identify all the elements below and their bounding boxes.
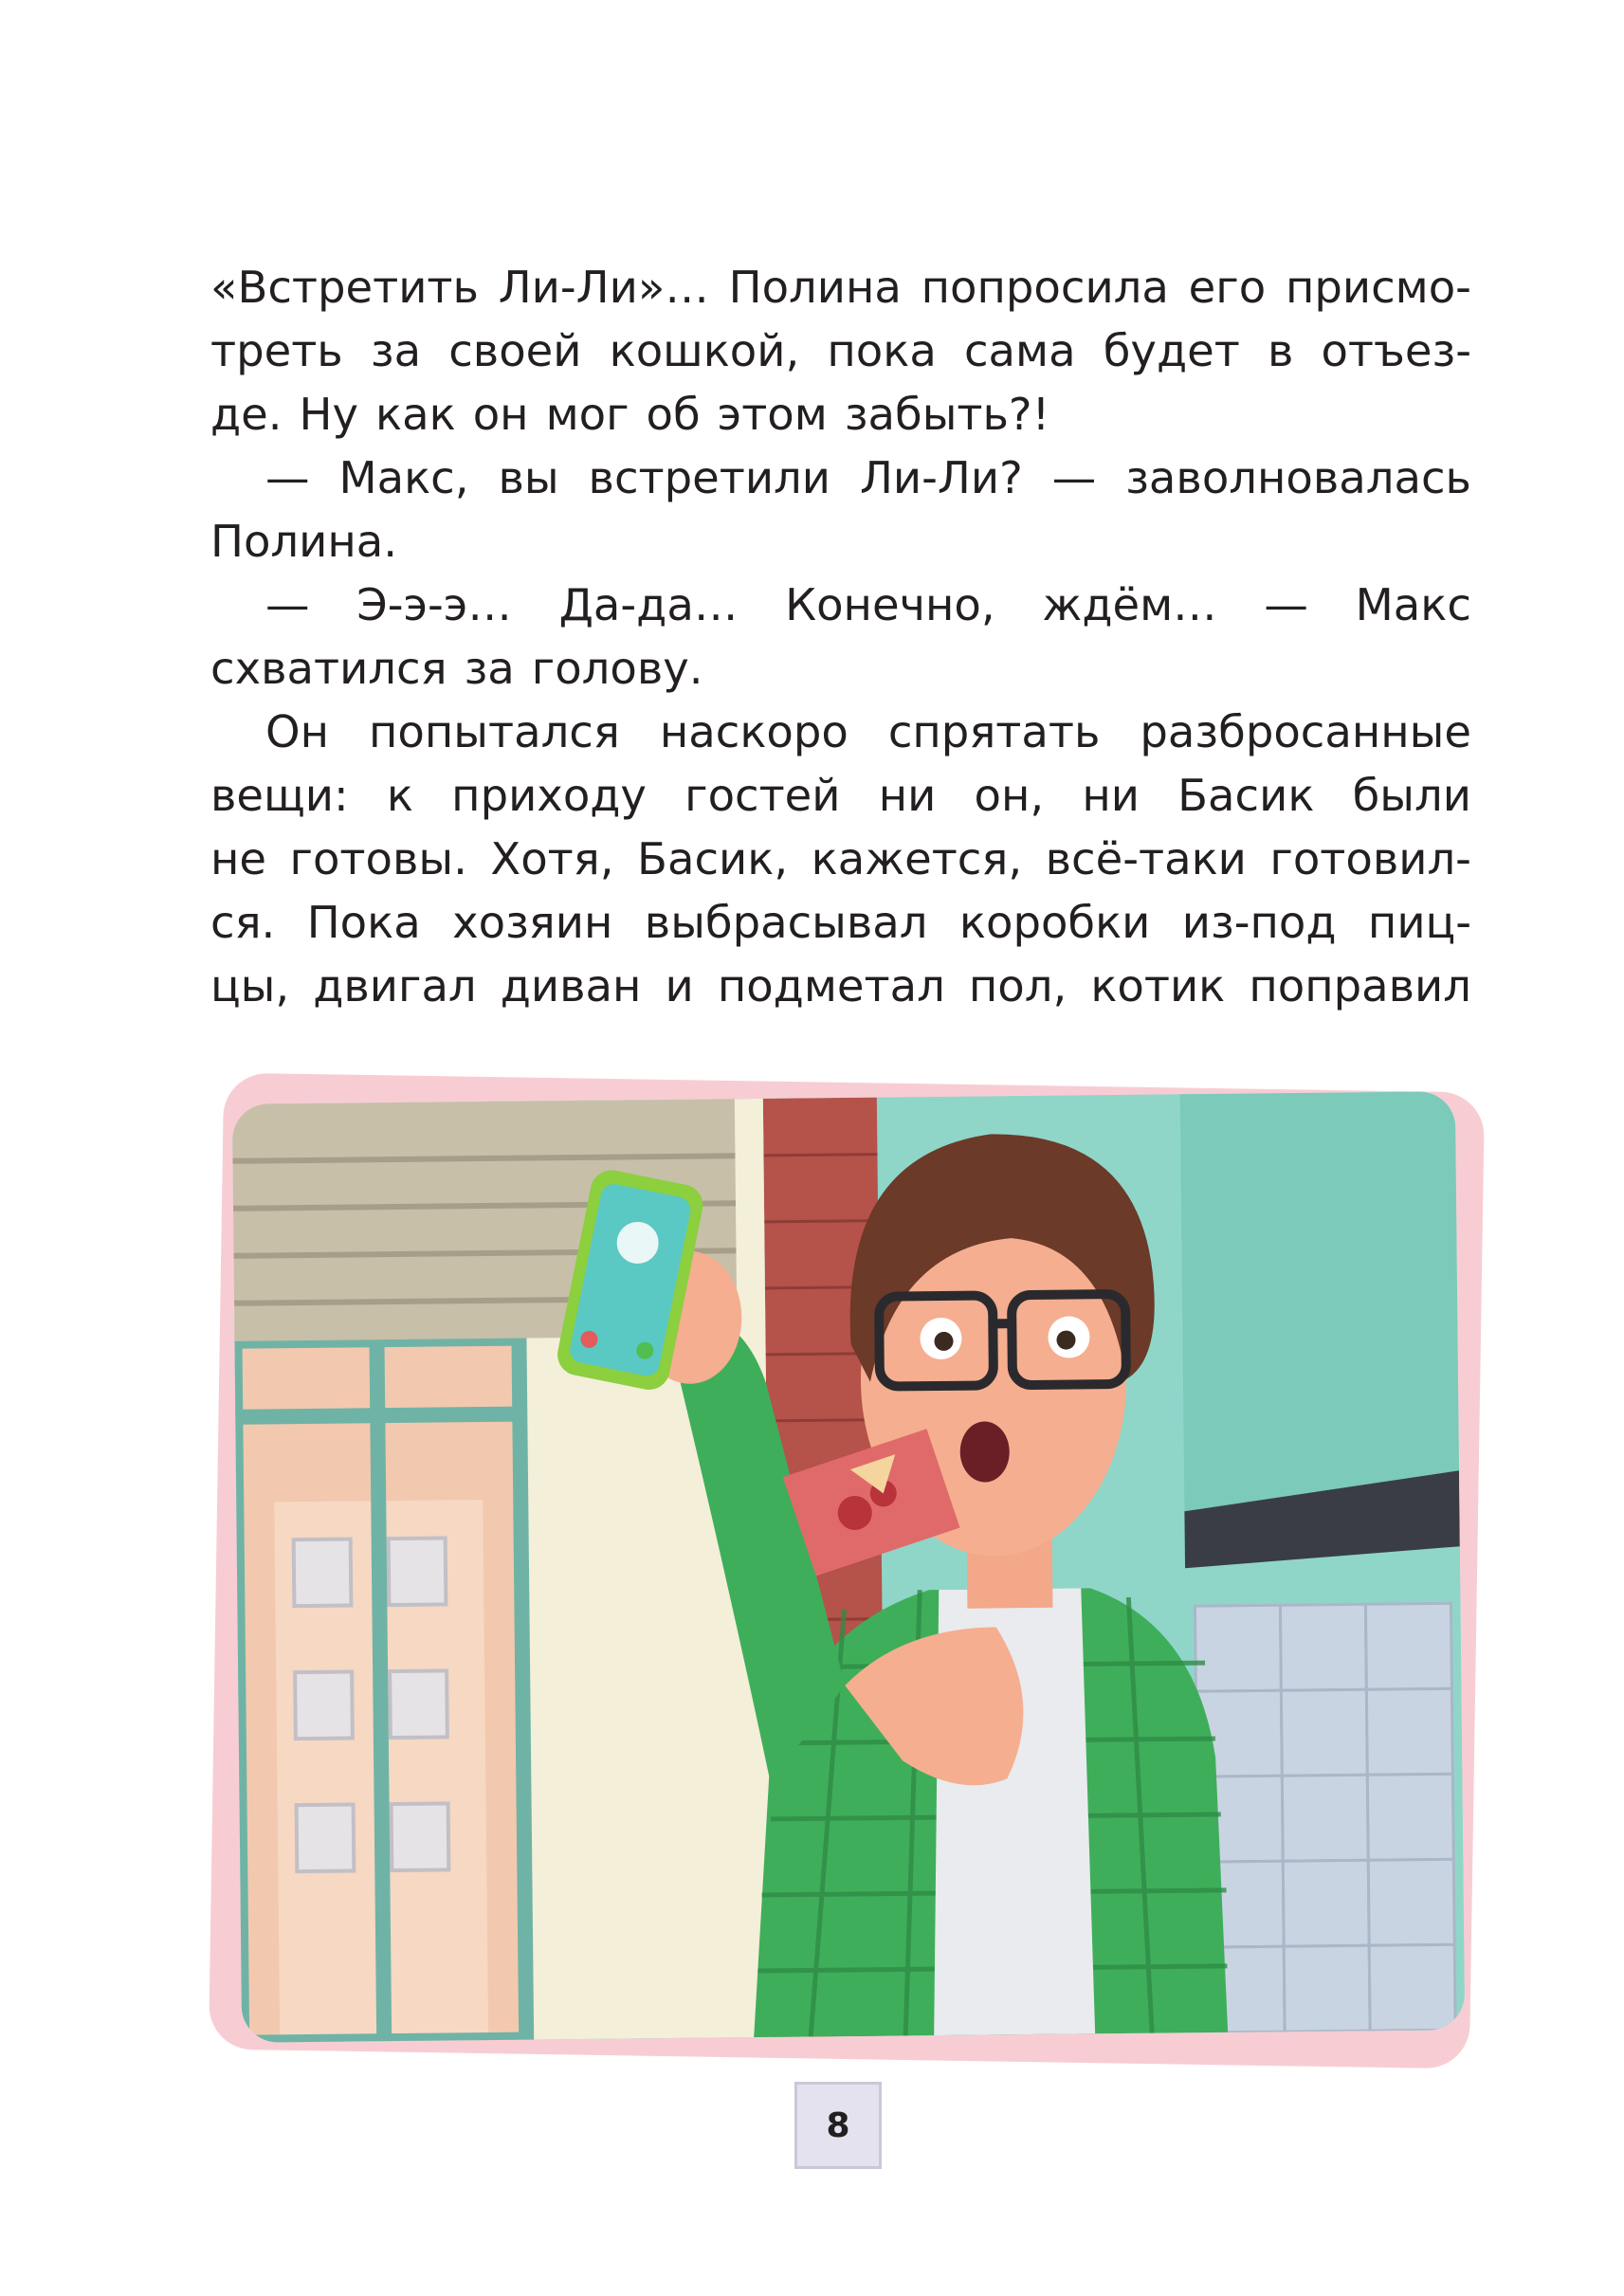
word: разбросанные: [1140, 706, 1471, 757]
word: Пока: [306, 897, 421, 948]
word: ни: [878, 770, 937, 821]
word: Он: [265, 706, 330, 757]
word: кошкой,: [609, 325, 800, 376]
word: всё-таки: [1045, 833, 1247, 884]
word: пол,: [968, 960, 1067, 1011]
word: Полина.: [210, 516, 398, 567]
word: Басик,: [637, 833, 789, 884]
word: —: [265, 579, 310, 630]
word: подметал: [717, 960, 945, 1011]
word: отъез-: [1321, 325, 1471, 376]
word: в: [1267, 325, 1294, 376]
word: голову.: [531, 643, 703, 694]
text-line-7: [210, 637, 1471, 701]
word: треть: [210, 325, 343, 376]
word: заволновалась: [1125, 452, 1471, 503]
word: де.: [210, 389, 283, 440]
word: об: [646, 389, 701, 440]
word: из-под: [1181, 897, 1337, 948]
word: Ну: [299, 389, 359, 440]
kitchen-tiles: [1195, 1603, 1455, 2032]
word: этом: [717, 389, 828, 440]
word: Да-да…: [558, 579, 739, 630]
word: были: [1352, 770, 1471, 821]
word: гостей: [684, 770, 841, 821]
word: поправил: [1249, 960, 1471, 1011]
word: наскоро: [659, 706, 848, 757]
word: своей: [448, 325, 582, 376]
word: пока: [827, 325, 937, 376]
word: ждём…: [1042, 579, 1217, 630]
word: как: [375, 389, 456, 440]
word: ся.: [210, 897, 276, 948]
word: Макс: [1355, 579, 1471, 630]
text-line-11: [210, 891, 1471, 955]
word: будет: [1103, 325, 1240, 376]
text-line-10: [210, 828, 1471, 891]
body-text: [210, 256, 1471, 1018]
word: кажется,: [811, 833, 1023, 884]
word: его: [1188, 262, 1267, 313]
word: выбрасывал: [644, 897, 928, 948]
word: цы,: [210, 960, 290, 1011]
illustration-art: [232, 1091, 1465, 2042]
text-line-4: [210, 446, 1471, 510]
word: попытался: [369, 706, 620, 757]
word: готовил-: [1269, 833, 1471, 884]
word: Конечно,: [785, 579, 995, 630]
word: —: [265, 452, 310, 503]
word: Хотя,: [490, 833, 614, 884]
word: забыть?!: [844, 389, 1050, 440]
word: Э-э-э…: [356, 579, 512, 630]
word: вещи:: [210, 770, 349, 821]
word: не: [210, 833, 267, 884]
word: Макс,: [338, 452, 469, 503]
word: —: [1051, 452, 1097, 503]
word: мог: [545, 389, 630, 440]
text-line-2: [210, 319, 1471, 383]
word: Ли-Ли»…: [498, 262, 709, 313]
word: и: [665, 960, 694, 1011]
illustration-max-on-phone: [232, 1091, 1465, 2042]
word: Полина: [728, 262, 902, 313]
word: попросила: [921, 262, 1169, 313]
word: за: [464, 643, 515, 694]
word: присмо-: [1285, 262, 1471, 313]
word: спрятать: [887, 706, 1101, 757]
word: вы: [498, 452, 559, 503]
word: —: [1264, 579, 1308, 630]
word: он,: [974, 770, 1045, 821]
text-line-6: [210, 574, 1471, 637]
word: хозяин: [452, 897, 613, 948]
word: котик: [1090, 960, 1226, 1011]
word: к: [386, 770, 413, 821]
word: ни: [1082, 770, 1140, 821]
page-number: 8: [794, 2082, 882, 2169]
word: встретили: [588, 452, 830, 503]
word: Басик: [1177, 770, 1315, 821]
word: приходу: [451, 770, 647, 821]
text-line-1: [210, 256, 1471, 319]
word: схватился: [210, 643, 447, 694]
word: Ли-Ли?: [859, 452, 1023, 503]
word: за: [370, 325, 422, 376]
text-line-8: [210, 701, 1471, 764]
word: «Встретить: [210, 262, 479, 313]
word: коробки: [958, 897, 1151, 948]
word: готовы.: [289, 833, 467, 884]
word: двигал: [313, 960, 477, 1011]
word: диван: [500, 960, 642, 1011]
text-line-3: [210, 383, 1471, 446]
text-line-12: [210, 955, 1471, 1018]
text-line-9: [210, 764, 1471, 828]
text-line-5: [210, 510, 1471, 574]
word: сама: [963, 325, 1076, 376]
word: пиц-: [1367, 897, 1471, 948]
word: он: [472, 389, 529, 440]
